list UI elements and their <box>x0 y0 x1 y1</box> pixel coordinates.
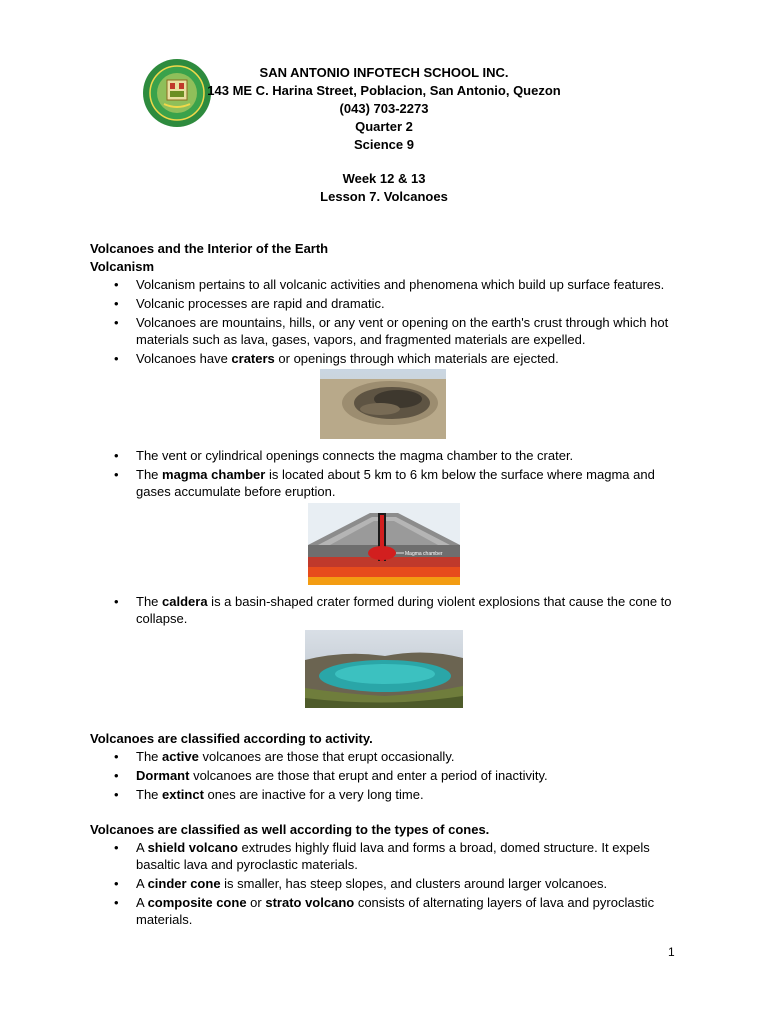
list-item: • Volcanoes have craters or openings through which materials are ejected. <box>90 350 690 367</box>
list-item: • The caldera is a basin-shaped crater formed during violent explosions that cause the cone to collapse. <box>90 593 690 627</box>
list-item: • The vent or cylindrical openings connects the magma chamber to the crater. <box>90 447 690 464</box>
list-item: • Volcanism pertains to all volcanic activities and phenomena which build up surface features. <box>90 276 690 293</box>
section-title: Volcanoes are classified as well according to the types of cones. <box>90 822 490 837</box>
diagram-label: Magma chamber <box>405 551 443 557</box>
list-item: • The magma chamber is located about 5 km to 6 km below the surface where magma and gases accumulate before eruption. <box>90 466 690 500</box>
lesson-title: Lesson 7. Volcanoes <box>320 189 448 204</box>
magma-chamber-diagram <box>308 503 460 585</box>
activity-list <box>90 748 690 803</box>
list-item: • The extinct ones are inactive for a very long time. <box>90 786 690 803</box>
section-subtitle: Volcanism <box>90 259 155 274</box>
section-title: Volcanoes and the Interior of the Earth <box>90 241 329 256</box>
section-title: Volcanoes are classified according to activity. <box>90 731 373 746</box>
list-item: • A shield volcano extrudes highly fluid lava and forms a broad, domed structure. It expels basaltic lava and pyroclastic materials. <box>90 839 690 873</box>
week-label: Week 12 & 13 <box>342 171 426 186</box>
magma-list <box>90 447 690 500</box>
list-item: • The active volcanoes are those that erupt occasionally. <box>90 748 690 765</box>
school-address: 143 ME C. Harina Street, Poblacion, San Antonio, Quezon <box>207 83 561 98</box>
cone-types-list <box>90 839 690 928</box>
school-name: SAN ANTONIO INFOTECH SCHOOL INC. <box>259 65 509 80</box>
list-item: • Dormant volcanoes are those that erupt and enter a period of inactivity. <box>90 767 690 784</box>
caldera-list <box>90 593 690 627</box>
page-number: 1 <box>668 945 675 959</box>
list-item: • Volcanic processes are rapid and dramatic. <box>90 295 690 312</box>
caldera-photo <box>305 630 463 708</box>
list-item: • A cinder cone is smaller, has steep slopes, and clusters around larger volcanoes. <box>90 875 690 892</box>
lesson-content <box>90 240 690 930</box>
document-header <box>200 64 568 206</box>
subject-label: Science 9 <box>354 137 414 152</box>
quarter-label: Quarter 2 <box>355 119 413 134</box>
volcanism-list <box>90 276 690 367</box>
school-phone: (043) 703-2273 <box>339 101 429 116</box>
list-item: • A composite cone or strato volcano consists of alternating layers of lava and pyroclastic materials. <box>90 894 690 928</box>
crater-photo <box>320 369 446 439</box>
list-item: • Volcanoes are mountains, hills, or any vent or opening on the earth's crust through which hot materials such as lava, gases, vapors, and fragmented materials are expelled. <box>90 314 690 348</box>
